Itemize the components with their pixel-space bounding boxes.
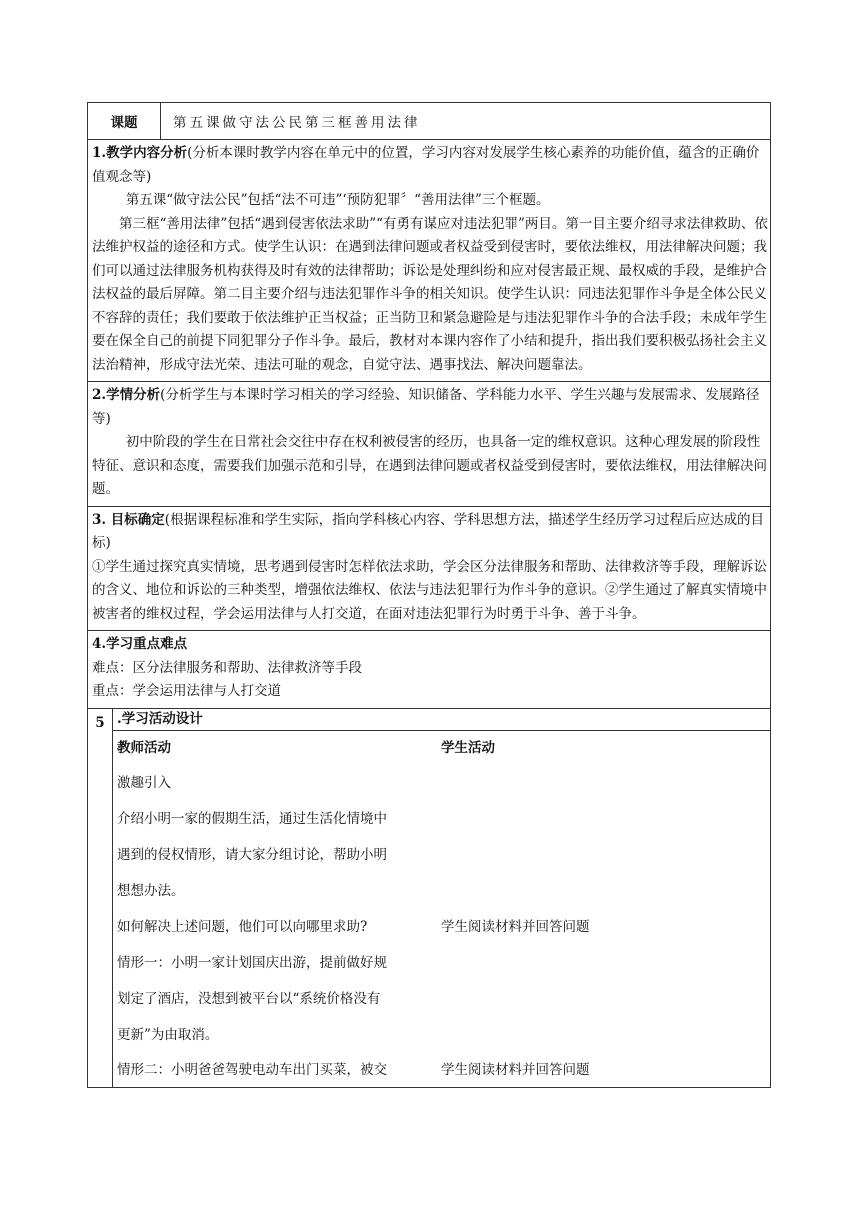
teacher-line: 情形一：小明一家计划国庆出游，提前做好规 [117, 954, 387, 971]
student-line: 学生阅读材料并回答问题 [441, 918, 590, 935]
section-content-analysis [87, 139, 771, 381]
teacher-line: 更新”为由取消。 [117, 1026, 219, 1043]
teacher-line: 遇到的侵权情形，请大家分组讨论，帮助小明 [117, 846, 387, 863]
student-activity-header: 学生活动 [441, 739, 495, 756]
student-line [441, 801, 770, 837]
section-heading: 4.学习重点难点 [92, 636, 188, 652]
title-row [87, 102, 771, 139]
section-number: 5 [88, 709, 113, 1087]
student-activity-column [441, 731, 770, 1087]
teacher-line: 介绍小明一家的假期生活，通过生活化情境中 [117, 810, 387, 827]
section-key-points [87, 630, 771, 708]
teacher-line: 划定了酒店，没想到被平台以“系统价格没有 [117, 990, 381, 1007]
student-line: 学生阅读材料并回答问题 [441, 1061, 590, 1078]
paragraph: 初中阶段的学生在日常社会交往中存在权利被侵害的经历，也具备一定的维权意识。这种心理发展的阶段性特征、意识和态度，需要我们加强示范和引导，在遇到法律问题或者权益受到侵害时，要依法维权，用法律解决问题。 [92, 434, 767, 497]
section-note: (根据课程标准和学生实际，指向学科核心内容、学科思想方法，描述学生经历学习过程后应达成的目标) [92, 511, 765, 551]
key-point-text: 重点：学会运用法律与人打交道 [92, 683, 281, 699]
paragraph: 第三框“善用法律”包括“遇到侵害依法求助”“有勇有谋应对违法犯罪”两目。第一目主要介绍寻求法律救助、依法维护权益的途径和方式。使学生认识：在遇到法律问题或者权益受到侵害时，要依法维权，用法律解决问题；我们可以通过法律服务机构获得及时有效的法律帮助；诉讼是处理纠纷和应对侵害最正规、最权威的手段，是维护合法权益的最后屏障。第二目主要介绍与违法犯罪作斗争的相关知识。使学生认识：同违法犯罪作斗争是全体公民义不容辞的责任；我们要敢于依法维护正当权益；正当防卫和紧急避险是与违法犯罪作斗争的合法手段；未成年学生要在保全自己的前提下同犯罪分子作斗争。最后，教材对本课内容作了小结和提升，指出我们要积极弘扬社会主义法治精神，形成守法光荣、违法可耻的观念，自觉守法、遇事找法、解决问题靠法。 [92, 215, 768, 373]
teacher-activity-column [117, 731, 441, 1087]
section-heading: 1.教学内容分析 [92, 145, 188, 161]
section-objectives [87, 506, 771, 631]
lesson-plan-table [87, 102, 771, 1088]
section-note: (分析本课时教学内容在单元中的位置，学习内容对发展学生核心素养的功能价值，蕴含的正确价值观念等) [92, 145, 760, 185]
paragraph: 第五课“做守法公民”包括“法不可违”‘预防犯罪〞“善用法律”三个框题。 [125, 192, 550, 208]
student-line [441, 981, 770, 1017]
section-heading: .学习活动设计 [113, 709, 770, 731]
teacher-line: 激趣引入 [117, 774, 171, 791]
section-student-analysis [87, 381, 771, 506]
section-heading: 2.学情分析 [92, 387, 161, 403]
student-line [441, 765, 770, 801]
teacher-line: 想想办法。 [117, 882, 185, 899]
section-note: (分析学生与本课时学习相关的学习经验、知识储备、学科能力水平、学生兴趣与发展需求、发展路径等) [92, 387, 760, 427]
teacher-line: 情形二：小明爸爸驾驶电动车出门买菜，被交 [117, 1061, 387, 1078]
teacher-line: 如何解决上述问题，他们可以向哪里求助? [117, 918, 368, 935]
student-line [441, 837, 770, 873]
student-line [441, 945, 770, 981]
title-label: 课题 [88, 103, 161, 139]
student-line [441, 1017, 770, 1053]
difficulty-text: 难点：区分法律服务和帮助、法律救济等手段 [92, 659, 362, 676]
student-line [441, 873, 770, 909]
section-activity-design [87, 708, 771, 1088]
section-heading: 3. 目标确定 [92, 511, 165, 528]
lesson-title: 第五课做守法公民第三框善用法律 [173, 115, 421, 131]
teacher-activity-header: 教师活动 [117, 739, 171, 756]
paragraph: ①学生通过探究真实情境，思考遇到侵害时怎样依法求助，学会区分法律服务和帮助、法律救济等手段，理解诉讼的含义、地位和诉讼的三种类型，增强依法维权、依法与违法犯罪行为作斗争的意识。②学生通过了解真实情境中被害者的维权过程，学会运用法律与人打交道，在面对违法犯罪行为时勇于斗争、善于斗争。 [92, 558, 767, 622]
